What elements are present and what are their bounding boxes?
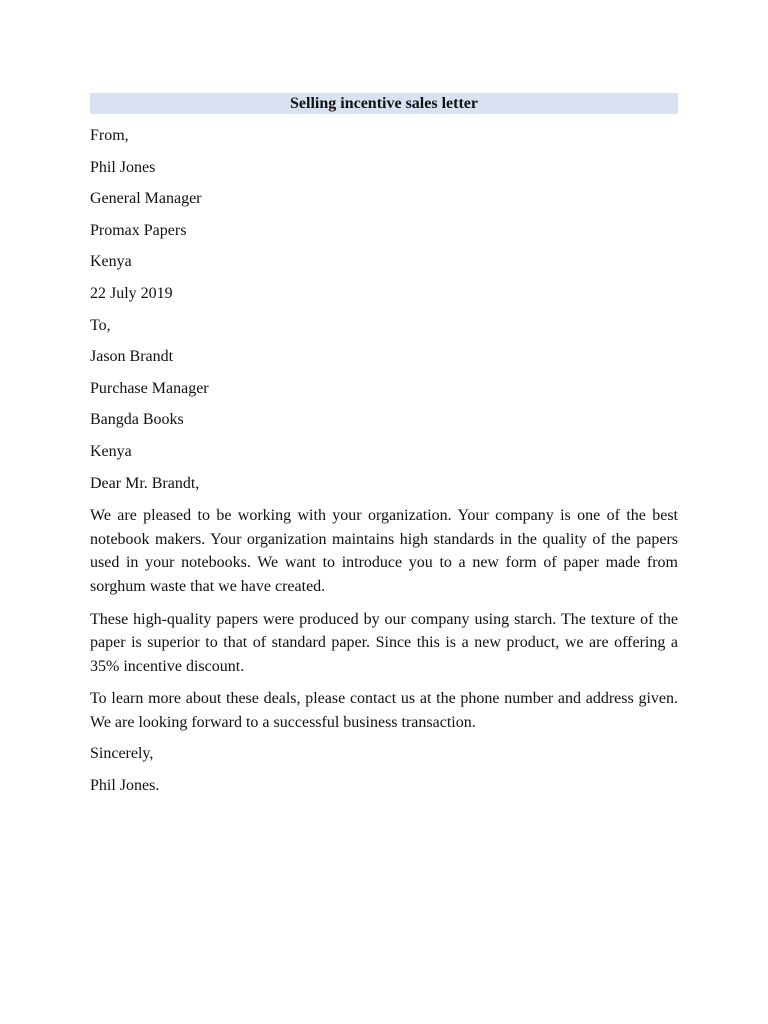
closing: Sincerely, [90, 745, 154, 763]
body-paragraph: To learn more about these deals, please contact us at the phone number and address given. We are looking forward to a successful business transaction. [90, 690, 678, 731]
sender-company: Promax Papers [90, 221, 187, 239]
recipient-country: Kenya [90, 442, 132, 460]
sender-country: Kenya [90, 253, 132, 271]
sender-position: General Manager [90, 190, 202, 208]
salutation: Dear Mr. Brandt, [90, 474, 200, 492]
letter-title: Selling incentive sales letter [90, 93, 678, 114]
to-label: To, [90, 316, 111, 334]
sender-name: Phil Jones [90, 158, 156, 176]
recipient-name: Jason Brandt [90, 348, 174, 366]
body-paragraph: We are pleased to be working with your organization. Your company is one of the best notebook makers. Your organization maintains high standards in the quality of the papers used in your notebooks. We want to introduce you to a new form of paper made from sorghum waste that we have created. [90, 507, 678, 595]
letter-page [90, 93, 678, 807]
signature: Phil Jones. [90, 777, 160, 795]
body-paragraph: These high-quality papers were produced by our company using starch. The texture of the paper is superior to that of standard paper. Since this is a new product, we are offering a 35% incentive discount. [90, 610, 678, 675]
letter-date: 22 July 2019 [90, 284, 173, 302]
from-label: From, [90, 127, 129, 144]
recipient-position: Purchase Manager [90, 379, 209, 397]
recipient-company: Bangda Books [90, 411, 184, 429]
